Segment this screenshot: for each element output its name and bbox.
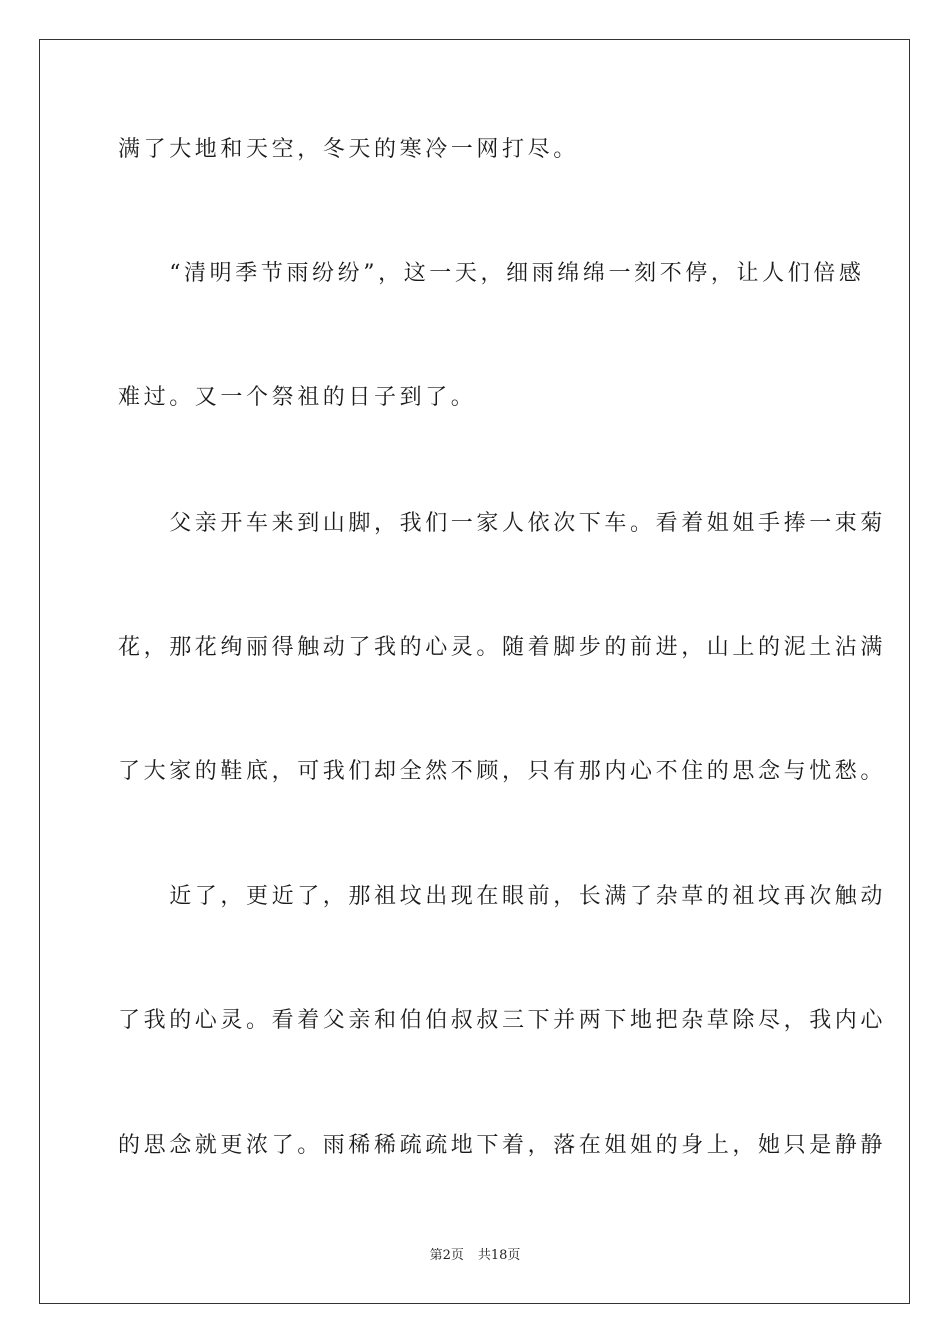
text-line: 了大家的鞋底，可我们却全然不顾，只有那内心不住的思念与忧愁。: [118, 759, 887, 784]
text-line: 了我的心灵。看着父亲和伯伯叔叔三下并两下地把杂草除尽，我内心: [118, 1008, 887, 1033]
text-line: 花，那花绚丽得触动了我的心灵。随着脚步的前进，山上的泥土沾满: [118, 635, 887, 660]
page-total: 共18页: [477, 1248, 521, 1263]
text-line: 近了，更近了，那祖坟出现在眼前，长满了杂草的祖坟再次触动: [118, 884, 887, 909]
text-line: 满了大地和天空，冬天的寒冷一网打尽。: [118, 137, 579, 162]
page-number: 第2页: [429, 1248, 464, 1263]
page-footer: [0, 1247, 950, 1265]
text-line: “清明季节雨纷纷”，这一天，细雨绵绵一刻不停，让人们倍感: [118, 261, 865, 286]
text-line: 父亲开车来到山脚，我们一家人依次下车。看着姐姐手捧一束菊: [118, 511, 887, 536]
text-line: 难过。又一个祭祖的日子到了。: [118, 385, 477, 410]
page-border: [39, 39, 910, 1304]
text-line: 的思念就更浓了。雨稀稀疏疏地下着，落在姐姐的身上，她只是静静: [118, 1133, 887, 1158]
